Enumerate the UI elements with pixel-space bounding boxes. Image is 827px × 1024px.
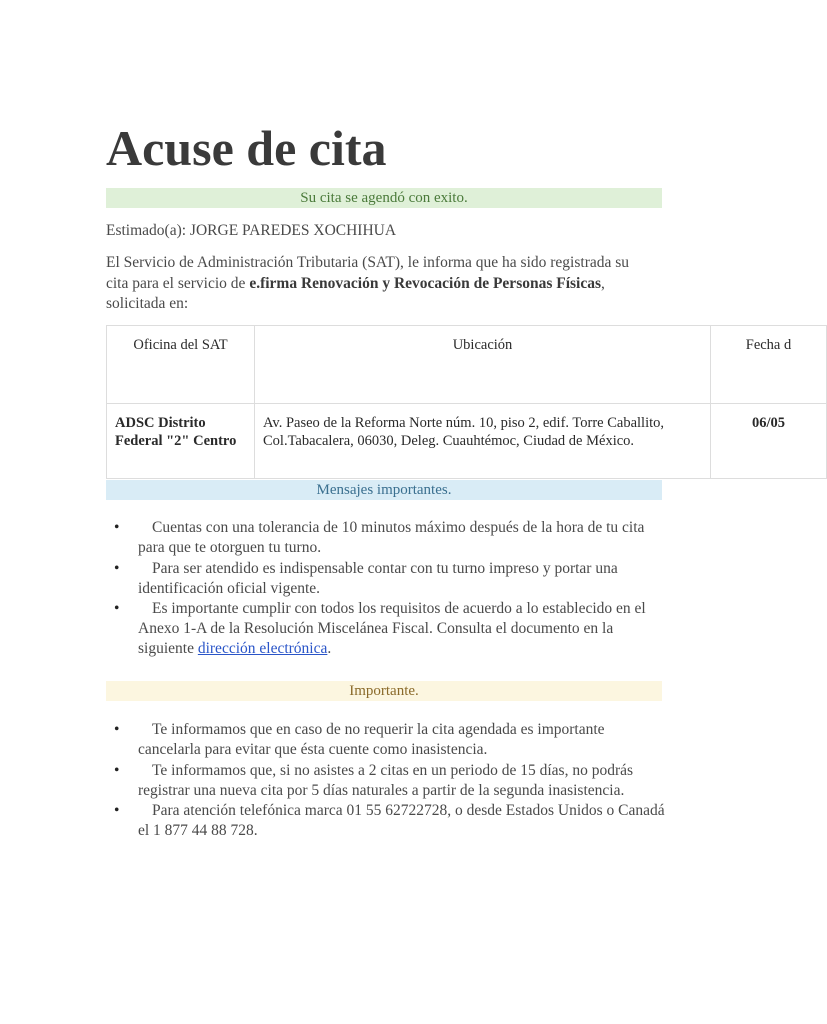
location-cell: Av. Paseo de la Reforma Norte núm. 10, piso 2, edif. Torre Caballito, Col.Tabacalera, 06030, Deleg. Cuauhtémoc, Ciudad de México. — [255, 404, 711, 479]
important-text: Te informamos que en caso de no requerir la cita agendada es importante cancelarla para evitar que ésta cuente como inasistencia. — [138, 721, 605, 758]
table-row — [107, 404, 827, 479]
greeting-text: Estimado(a): JORGE PAREDES XOCHIHUA — [106, 222, 397, 239]
messages-banner: Mensajes importantes. — [106, 480, 662, 500]
message-text-after: . — [327, 640, 332, 657]
intro-text-after: , solicitada en: — [106, 274, 605, 312]
list-item — [106, 518, 666, 558]
success-banner: Su cita se agendó con exito. — [106, 188, 662, 208]
header-office: Oficina del SAT — [107, 326, 255, 404]
messages-list — [106, 518, 666, 660]
bullet-icon: • — [114, 600, 120, 617]
bullet-icon: • — [114, 802, 120, 819]
message-text: Cuentas con una tolerancia de 10 minutos máximo después de la hora de tu cita para que te otorguen tu turno. — [138, 519, 645, 556]
important-list — [106, 720, 666, 842]
bullet-icon: • — [114, 519, 120, 536]
service-name: e.firma Renovación y Revocación de Personas Físicas — [249, 274, 602, 292]
bullet-icon: • — [114, 721, 120, 738]
electronic-address-link[interactable]: dirección electrónica — [197, 640, 328, 657]
important-text: Para atención telefónica marca 01 55 62722728, o desde Estados Unidos o Canadá el 1 877 44 88 728. — [138, 802, 665, 839]
list-item — [106, 720, 666, 760]
header-date: Fecha d — [711, 326, 827, 404]
date-cell: 06/05 — [711, 404, 827, 479]
list-item — [106, 599, 666, 659]
table-header-row — [107, 326, 827, 404]
list-item — [106, 801, 666, 841]
bullet-icon: • — [114, 761, 120, 779]
message-text: Es importante cumplir con todos los requisitos de acuerdo a lo establecido en el Anexo 1-A de la Resolución Miscelánea Fiscal. Consulta el documento en la siguiente — [138, 600, 646, 657]
appointment-table — [106, 325, 827, 479]
intro-text-before: El Servicio de Administración Tributaria (SAT), le informa que ha sido registrada su cita para el servicio de — [106, 254, 630, 292]
message-text: Para ser atendido es indispensable contar con tu turno impreso y portar una identificación oficial vigente. — [138, 559, 618, 597]
header-location: Ubicación — [255, 326, 711, 404]
intro-paragraph — [106, 253, 636, 315]
list-item — [106, 761, 666, 801]
list-item — [106, 559, 666, 599]
bullet-icon: • — [114, 559, 120, 577]
office-cell: ADSC Distrito Federal "2" Centro — [107, 404, 255, 479]
page-title: Acuse de cita — [106, 120, 387, 176]
important-text: Te informamos que, si no asistes a 2 citas en un periodo de 15 días, no podrás registrar una nueva cita por 5 días naturales a partir de la segunda inasistencia. — [138, 761, 634, 799]
important-banner: Importante. — [106, 681, 662, 701]
